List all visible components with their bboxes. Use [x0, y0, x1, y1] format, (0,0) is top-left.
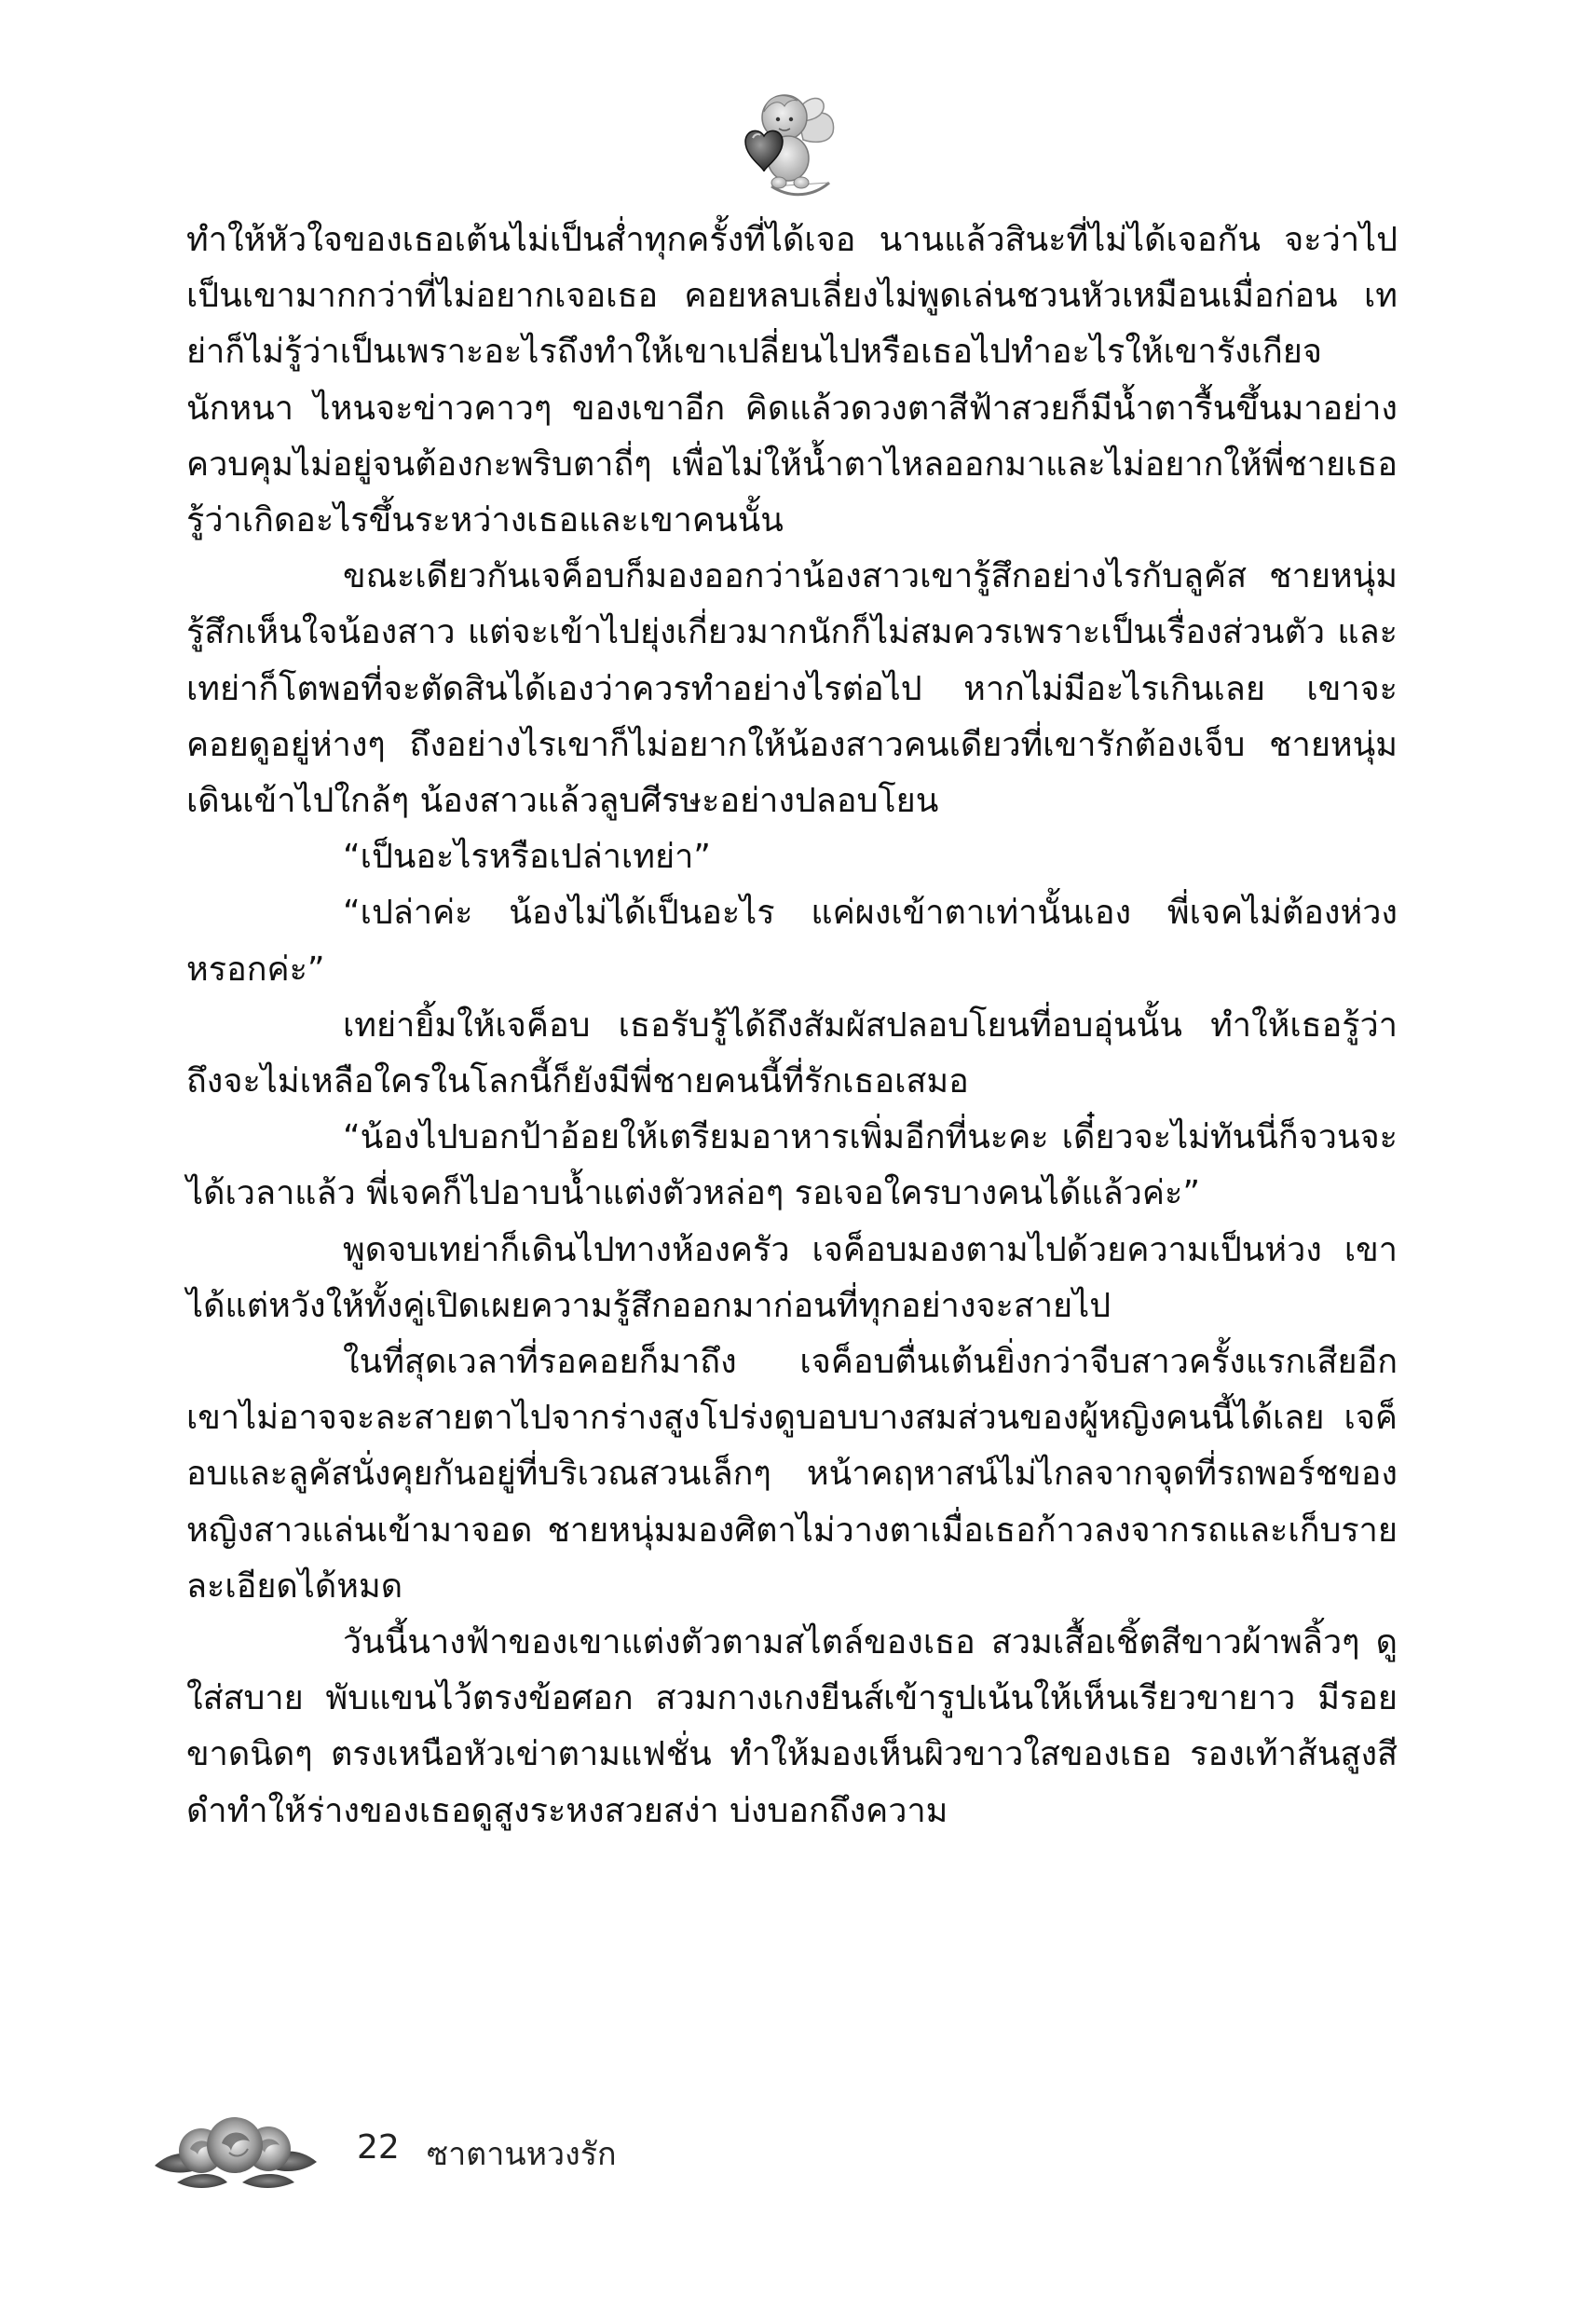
paragraph-8: ในที่สุดเวลาที่รอคอยก็มาถึง เจค็อบตื่นเต้นยิ่งกว่าจีบสาวครั้งแรกเสียอีก เขาไม่อาจจะละสายตาไปจากร่างสูงโปร่งดูบอบบางสมส่วนของผู้หญิงคนนี้ได้เลย เจค็อบและลูคัสนั่งคุยกันอยู่ที่บริเวณสวนเล็กๆ หน้าคฤหาสน์ไม่ไกลจากจุดที่รถพอร์ชของหญิงสาวแล่นเข้ามาจอด ชายหนุ่มมองศิตาไม่วางตาเมื่อเธอก้าวลงจากรถและเก็บรายละเอียดได้หมด [186, 1343, 1398, 1606]
paragraph-9: วันนี้นางฟ้าของเขาแต่งตัวตามสไตล์ของเธอ สวมเสื้อเชิ้ตสีขาวผ้าพลิ้วๆ ดูใส่สบาย พับแขนไว้ตรงข้อศอก สวมกางเกงยีนส์เข้ารูปเน้นให้เห็นเรียวขายาว มีรอยขาดนิดๆ ตรงเหนือหัวเข่าตามแฟชั่น ทำให้มองเห็นผิวขาวใสของเธอ รองเท้าส้นสูงสีดำทำให้ร่างของเธอดูสูงระหงสวยสง่า บ่งบอกถึงความ [186, 1623, 1398, 1830]
paragraph-7: พูดจบเทย่าก็เดินไปทางห้องครัว เจค็อบมองตามไปด้วยความเป็นห่วง เขาได้แต่หวังให้ทั้งคู่เปิดเผยความรู้สึกออกมาก่อนที่ทุกอย่างจะสายไป [186, 1230, 1398, 1325]
rose-cluster-icon [149, 2108, 321, 2192]
paragraph-2: ขณะเดียวกันเจค็อบก็มองออกว่าน้องสาวเขารู้สึกอย่างไรกับลูคัส ชายหนุ่มรู้สึกเห็นใจน้องสาว แต่จะเข้าไปยุ่งเกี่ยวมากนักก็ไม่สมควรเพราะเป็นเรื่องส่วนตัว และเทย่าก็โตพอที่จะตัดสินได้เองว่าควรทำอย่างไรต่อไป หากไม่มีอะไรเกินเลย เขาจะคอยดูอยู่ห่างๆ ถึงอย่างไรเขาก็ไม่อยากให้น้องสาวคนเดียวที่เขารักต้องเจ็บ ชายหนุ่มเดินเข้าไปใกล้ๆ น้องสาวแล้วลูบศีรษะอย่างปลอบโยน [186, 557, 1398, 821]
paragraph-1: ทำให้หัวใจของเธอเต้นไม่เป็นส่ำทุกครั้งที่ได้เจอ นานแล้วสินะที่ไม่ได้เจอกัน จะว่าไปเป็นเขามากกว่าที่ไม่อยากเจอเธอ คอยหลบเลี่ยงไม่พูดเล่นชวนหัวเหมือนเมื่อก่อน เทย่าก็ไม่รู้ว่าเป็นเพราะอะไรถึงทำให้เขาเปลี่ยนไปหรือเธอไปทำอะไรให้เขารังเกียจนักหนา ไหนจะข่าวคาวๆ ของเขาอีก คิดแล้วดวงตาสีฟ้าสวยก็มีน้ำตารื้นขึ้นมาอย่างควบคุมไม่อยู่จนต้องกะพริบตาถี่ๆ เพื่อไม่ให้น้ำตาไหลออกมาและไม่อยากให้พี่ชายเธอรู้ว่าเกิดอะไรขึ้นระหว่างเธอและเขาคนนั้น [186, 221, 1398, 540]
paragraph-4: “เปล่าค่ะ น้องไม่ได้เป็นอะไร แค่ผงเข้าตาเท่านั้นเอง พี่เจคไม่ต้องห่วงหรอกค่ะ” [186, 894, 1398, 989]
paragraph-5: เทย่ายิ้มให้เจค็อบ เธอรับรู้ได้ถึงสัมผัสปลอบโยนที่อบอุ่นนั้น ทำให้เธอรู้ว่าถึงจะไม่เหลือใครในโลกนี้ก็ยังมีพี่ชายคนนี้ที่รักเธอเสมอ [186, 1005, 1398, 1101]
page-footer [149, 2108, 708, 2201]
paragraph-6: “น้องไปบอกป้าอ้อยให้เตรียมอาหารเพิ่มอีกที่นะคะ เดี๋ยวจะไม่ทันนี่ก็จวนจะได้เวลาแล้ว พี่เจคก็ไปอาบน้ำแต่งตัวหล่อๆ รอเจอใครบางคนได้แล้วค่ะ” [186, 1118, 1398, 1213]
book-title: ซาตานหวงรัก [427, 2136, 617, 2173]
cupid-with-heart-icon [717, 86, 839, 207]
body-text [186, 212, 1398, 1839]
page-number: 22 [357, 2128, 400, 2167]
paragraph-3: “เป็นอะไรหรือเปล่าเทย่า” [343, 838, 711, 877]
